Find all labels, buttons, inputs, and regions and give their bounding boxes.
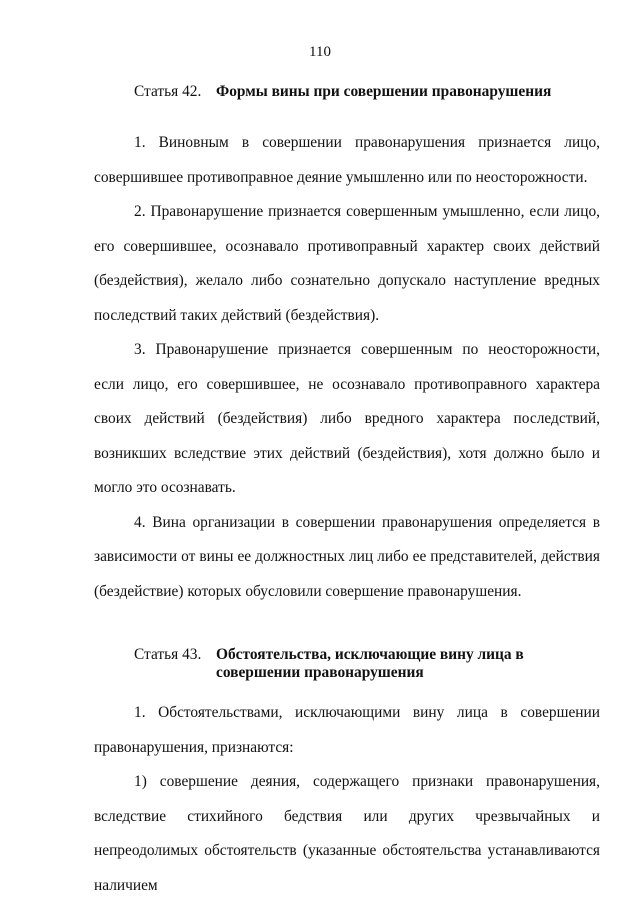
article-42-paragraph-4: 4. Вина организации в совершении правонарушения определяется в зависимости от вины ее должностных лиц либо ее представителей, действия (бездействие) которых обусловили совершение правонарушения. [94,513,600,600]
article-43-paragraph-2: 1) совершение деяния, содержащего признаки правонарушения, вследствие стихийного бедствия или других чрезвычайных и непреодолимых обстоятельств (указанные обстоятельства устанавливаются наличием [94,773,600,894]
document-body [94,80,600,903]
article-42-paragraph-1: 1. Виновным в совершении правонарушения признается лицо, совершившее противоправное деяние умышленно или по неосторожности. [94,134,600,186]
article-42-paragraph-2: 2. Правонарушение признается совершенным умышленно, если лицо, его совершившее, осознавало противоправный характер своих действий (бездействия), желало либо сознательно допускало наступление вредных последствий таких действий (бездействия). [94,203,600,324]
article-42-heading [134,83,600,101]
article-43-title: Обстоятельства, исключающие вину лица в совершении правонарушения [216,646,524,681]
article-43-paragraph-1: 1. Обстоятельствами, исключающими вину лица в совершении правонарушения, признаются: [94,704,600,756]
article-42-label: Статья 42. [134,83,202,100]
article-43-heading [134,646,600,682]
article-42-title: Формы вины при совершении правонарушения [216,83,552,100]
article-42-paragraph-3: 3. Правонарушение признается совершенным по неосторожности, если лицо, его совершившее, не осознавало противоправного характера своих действий (бездействия) либо вредного характера последствий, возникших вследствие этих действий (бездействия), хотя должно было и могло это осознавать. [94,341,600,496]
page-number: 110 [309,44,331,60]
article-43-label: Статья 43. [134,646,202,663]
